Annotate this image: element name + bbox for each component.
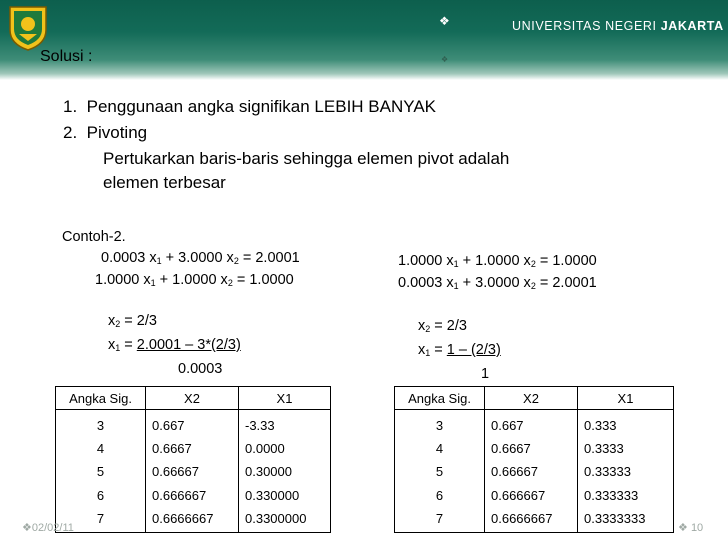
right-results-table bbox=[394, 386, 674, 533]
right-x2-solution: $x_2 = 2/3$ bbox=[418, 318, 467, 334]
table-row bbox=[56, 410, 331, 533]
pivot-description-cont: elemen terbesar bbox=[103, 173, 226, 192]
list-number: 1. bbox=[63, 97, 78, 116]
slide-header bbox=[0, 0, 728, 80]
column-header: X1 bbox=[239, 387, 331, 410]
column-header: Angka Sig. bbox=[56, 387, 146, 410]
diamond-bullet-icon: ❖ bbox=[441, 55, 449, 64]
university-name: UNIVERSITAS NEGERI JAKARTA bbox=[512, 19, 724, 33]
left-x2-solution: $x_2 = 2/3$ bbox=[108, 313, 157, 329]
university-logo-icon bbox=[6, 4, 50, 52]
left-results-table bbox=[55, 386, 331, 533]
x1-column-cells: -3.33 0.0000 0.30000 0.330000 0.3300000 bbox=[239, 410, 331, 533]
diamond-bullet-icon: ❖ bbox=[678, 522, 688, 534]
table-header-row bbox=[395, 387, 674, 410]
right-x1-denominator: 1 bbox=[481, 366, 490, 382]
column-header: X2 bbox=[485, 387, 578, 410]
sig-column-cells: 3 4 5 6 7 bbox=[56, 410, 146, 533]
list-item-2 bbox=[63, 123, 147, 143]
list-text: Pivoting bbox=[86, 123, 148, 142]
pivot-description: Pertukarkan baris-baris sehingga elemen pivot adalah bbox=[103, 149, 510, 168]
left-x1-denominator: 0.0003 bbox=[178, 361, 223, 377]
left-equation-2: 1.0000 $x_1 + 1.0000$ $x_2 = 1.0000$ bbox=[95, 272, 294, 288]
slide-title: Solusi : bbox=[40, 48, 93, 65]
diamond-bullet-icon: ❖ bbox=[439, 14, 450, 28]
x2-column-cells: 0.667 0.6667 0.66667 0.666667 0.6666667 bbox=[485, 410, 578, 533]
list-number: 2. bbox=[63, 123, 78, 142]
sig-column-cells: 3 4 5 6 7 bbox=[395, 410, 485, 533]
list-text: Penggunaan angka signifikan LEBIH BANYAK bbox=[86, 97, 436, 116]
example-label: Contoh-2. bbox=[62, 229, 126, 245]
table-row bbox=[395, 410, 674, 533]
left-x1-solution: $x_1 = 2.0001 - 3*(2/3)$ bbox=[108, 337, 241, 353]
column-header: X2 bbox=[146, 387, 239, 410]
column-header: Angka Sig. bbox=[395, 387, 485, 410]
column-header: X1 bbox=[578, 387, 674, 410]
list-item-1 bbox=[63, 97, 436, 117]
right-equation-2: 0.0003 $x_1 + 3.0000$ $x_2 = 2.0001$ bbox=[398, 275, 597, 291]
diamond-bullet-icon: ❖ bbox=[22, 522, 32, 534]
x1-column-cells: 0.333 0.3333 0.33333 0.333333 0.3333333 bbox=[578, 410, 674, 533]
right-equation-1: 1.0000 $x_1 + 1.0000$ $x_2 = 1.0000$ bbox=[398, 253, 597, 269]
footer-page-number: ❖ 10 bbox=[678, 522, 704, 534]
table-header-row bbox=[56, 387, 331, 410]
x2-column-cells: 0.667 0.6667 0.66667 0.666667 0.6666667 bbox=[146, 410, 239, 533]
right-x1-solution: $x_1 = 1 - (2/3)$ bbox=[418, 342, 501, 358]
footer-date: ❖02/02/11 bbox=[22, 522, 74, 534]
left-equation-1: 0.0003 $x_1 + 3.0000$ $x_2 = 2.0001$ bbox=[101, 250, 300, 266]
